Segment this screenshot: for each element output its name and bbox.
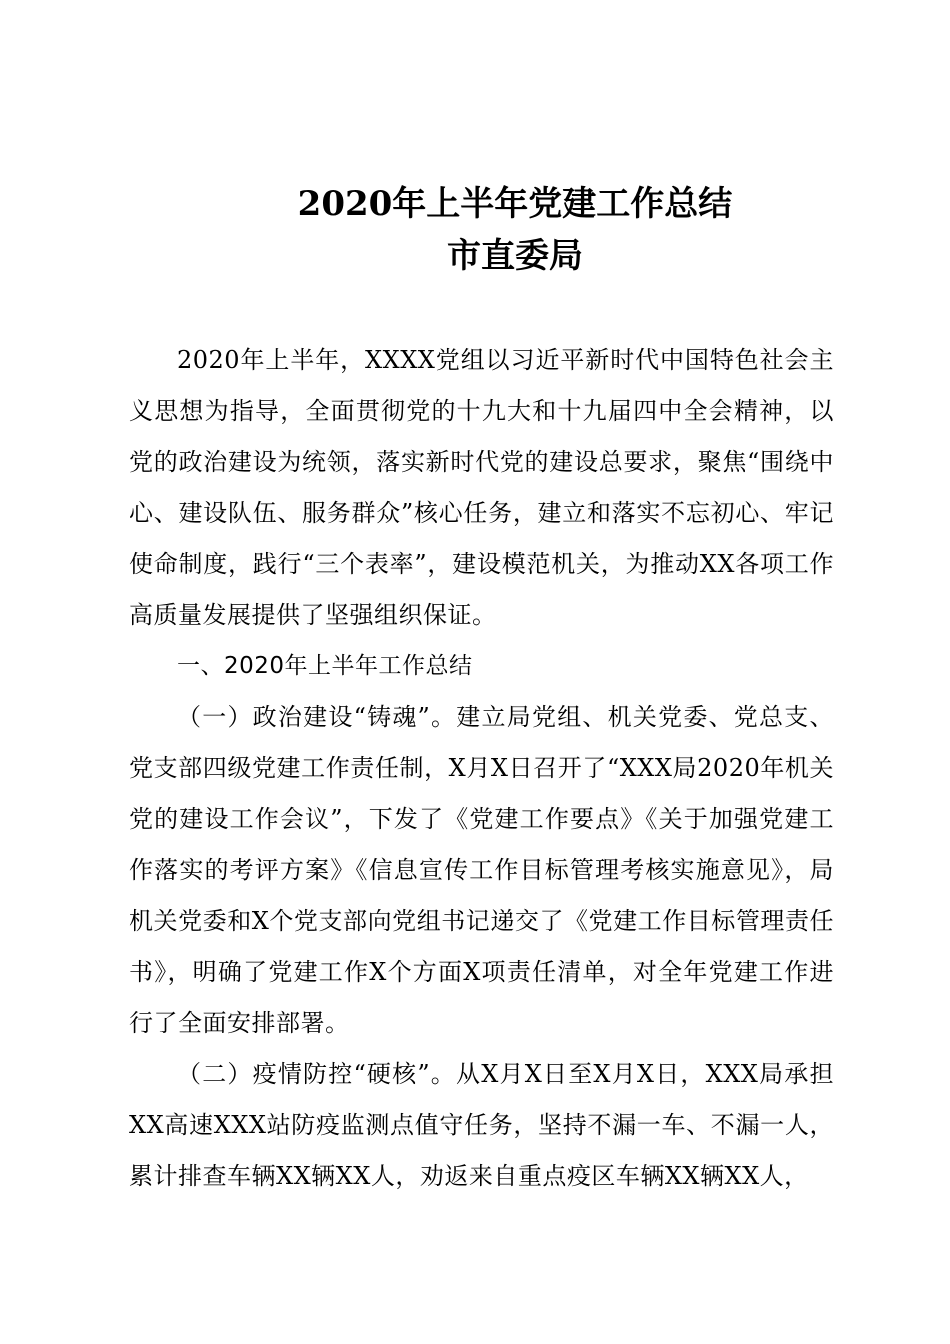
section-paragraph-political: （一）政治建设“铸魂”。建立局党组、机关党委、党总支、党支部四级党建工作责任制，X月X日召开了“XXX局2020年机关党的建设工作会议”，下发了《党建工作要点》《关于加强党建工作落实的考评方案》《信息宣传工作目标管理考核实施意见》，局机关党委和X个党支部向党组书记递交了《党建工作目标管理责任书》，明确了党建工作X个方面X项责任清单，对全年党建工作进行了全面安排部署。 [129,703,834,1037]
document-subtitle: 市直委局 [447,236,583,276]
document-body [129,335,834,1202]
title-block [0,178,950,282]
document-title: 2020年上半年党建工作总结 [297,184,733,224]
section-paragraph-epidemic: （二）疫情防控“硬核”。从X月X日至X月X日，XXX局承担XX高速XXX站防疫监测点值守任务，坚持不漏一车、不漏一人，累计排查车辆XX辆XX人，劝返来自重点疫区车辆XX辆XX人， [129,1060,834,1190]
intro-paragraph: 2020年上半年，XXXX党组以习近平新时代中国特色社会主义思想为指导，全面贯彻党的十九大和十九届四中全会精神，以党的政治建设为统领，落实新时代党的建设总要求，聚焦“围绕中心、建设队伍、服务群众”核心任务，建立和落实不忘初心、牢记使命制度，践行“三个表率”，建设模范机关，为推动XX各项工作高质量发展提供了坚强组织保证。 [129,346,834,629]
section-heading: 一、2020年上半年工作总结 [177,653,473,679]
